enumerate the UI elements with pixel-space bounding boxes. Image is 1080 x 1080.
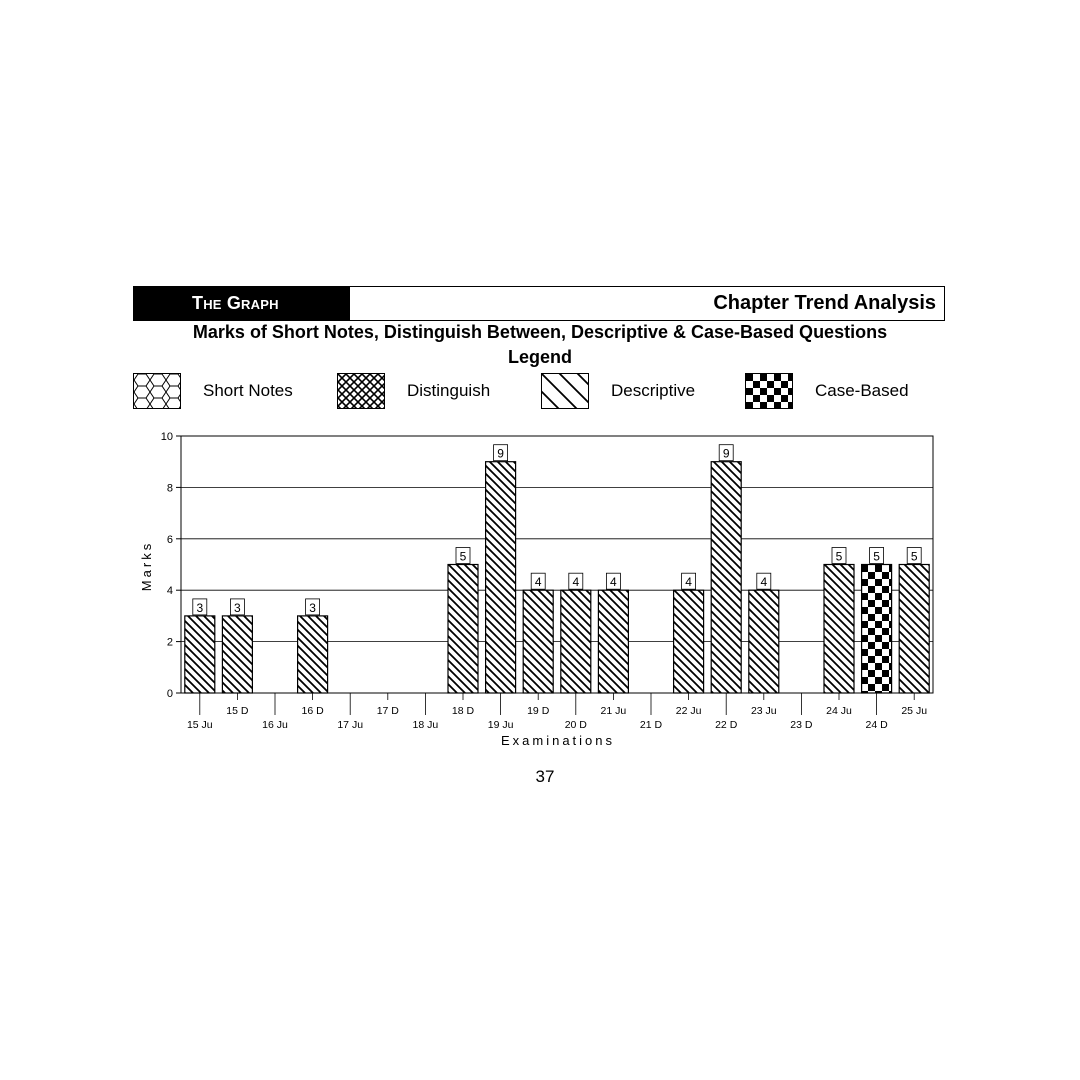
- data-label-value-14: 9: [722, 446, 730, 461]
- chapter-title: Chapter Trend Analysis: [713, 292, 936, 314]
- y-axis-title: Marks: [139, 540, 154, 592]
- data-label-value-15: 4: [760, 575, 768, 590]
- data-label-value-18: 5: [873, 549, 880, 564]
- bar-16-d-descriptive: [298, 616, 328, 693]
- x-tick-label-19: 25 Ju: [901, 705, 928, 717]
- data-label-value-0: 3: [196, 600, 204, 615]
- x-tick-label-5: 17 D: [376, 705, 399, 717]
- bar-chart: [133, 425, 943, 755]
- short-notes-swatch: [133, 373, 181, 409]
- data-label-value-8: 9: [497, 446, 504, 461]
- plot-frame: [181, 436, 933, 693]
- bar-23-ju-descriptive: [749, 590, 779, 693]
- x-tick-label-11: 21 Ju: [600, 705, 627, 717]
- data-label-value-7: 5: [459, 549, 467, 564]
- x-tick-label-0: 15 Ju: [186, 719, 213, 731]
- y-tick-label-8: 8: [166, 482, 173, 495]
- x-tick-label-6: 18 Ju: [412, 719, 439, 731]
- data-label-15: [757, 573, 771, 589]
- grid-lines: [181, 436, 933, 693]
- bar-20-d-descriptive: [561, 590, 591, 693]
- bar-19-d-descriptive: [523, 590, 553, 693]
- data-label-value-19: 5: [910, 549, 918, 564]
- bar-22-ju-descriptive: [674, 590, 704, 693]
- bar-22-d-descriptive: [711, 462, 741, 693]
- x-tick-label-18: 24 D: [865, 719, 888, 731]
- case-based-swatch: [745, 373, 793, 409]
- x-tick-label-15: 23 Ju: [750, 705, 777, 717]
- descriptive-swatch: [541, 373, 589, 409]
- legend-item-case-based: [745, 372, 909, 410]
- legend-label-short-notes: Short Notes: [203, 381, 293, 400]
- legend-item-distinguish: [337, 372, 490, 410]
- y-tick-label-4: 4: [166, 585, 173, 598]
- y-tick-label-6: 6: [166, 533, 173, 546]
- legend-item-descriptive: [541, 372, 695, 410]
- data-label-value-11: 4: [610, 575, 617, 590]
- legend-label-distinguish: Distinguish: [407, 381, 491, 400]
- data-label-10: [569, 573, 583, 589]
- data-label-value-1: 3: [234, 600, 241, 615]
- section-label: The Graph: [134, 287, 350, 320]
- data-label-1: [230, 599, 244, 615]
- data-label-0: [193, 599, 207, 615]
- legend-label-case-based: Case-Based: [815, 381, 909, 400]
- bar-15-d-descriptive: [222, 616, 252, 693]
- x-tick-label-9: 19 D: [527, 705, 550, 717]
- y-tick-label-2: 2: [166, 636, 173, 649]
- x-tick-label-17: 24 Ju: [826, 705, 852, 717]
- chart-subtitle: Marks of Short Notes, Distinguish Between, Descriptive & Case-Based Questions: [192, 322, 888, 342]
- data-label-3: [306, 599, 320, 615]
- x-tick-label-1: 15 D: [226, 705, 249, 717]
- data-label-19: [907, 548, 921, 564]
- chapter-header: [133, 286, 945, 321]
- data-label-13: [682, 573, 696, 589]
- x-tick-label-14: 22 D: [715, 719, 738, 731]
- bar-19-ju-descriptive: [486, 462, 516, 693]
- legend-title: Legend: [507, 347, 572, 367]
- data-label-11: [606, 573, 620, 589]
- data-label-7: [456, 548, 470, 564]
- x-tick-label-7: 18 D: [451, 705, 475, 717]
- data-label-value-13: 4: [685, 575, 692, 590]
- bar-21-ju-descriptive: [598, 590, 628, 693]
- bar-15-ju-descriptive: [185, 616, 215, 693]
- bar-24-ju-descriptive: [824, 565, 854, 694]
- bar-24-d-case-based: [862, 565, 892, 694]
- y-tick-label-10: 10: [160, 431, 173, 443]
- legend-item-short-notes: [133, 372, 293, 410]
- legend: [133, 372, 933, 410]
- data-label-value-3: 3: [309, 600, 316, 615]
- data-label-value-17: 5: [835, 549, 843, 564]
- data-label-value-9: 4: [534, 575, 542, 590]
- bar-18-d-descriptive: [448, 565, 478, 694]
- x-axis-title: Examinations: [500, 733, 616, 748]
- x-tick-label-13: 22 Ju: [675, 705, 702, 717]
- y-tick-label-0: 0: [166, 688, 173, 700]
- data-label-value-10: 4: [572, 575, 580, 590]
- bars: [185, 445, 929, 693]
- data-label-18: [870, 548, 884, 564]
- page-number: 37: [535, 767, 555, 786]
- data-label-8: [494, 445, 508, 461]
- x-tick-label-16: 23 D: [790, 719, 813, 731]
- legend-label-descriptive: Descriptive: [611, 381, 696, 400]
- data-label-9: [531, 573, 545, 589]
- x-tick-label-8: 19 Ju: [487, 719, 514, 731]
- x-tick-label-2: 16 Ju: [262, 719, 288, 731]
- x-tick-label-4: 17 Ju: [337, 719, 364, 731]
- distinguish-swatch: [337, 373, 385, 409]
- x-tick-label-10: 20 D: [564, 719, 587, 731]
- bar-25-ju-descriptive: [899, 565, 929, 694]
- data-label-14: [719, 445, 733, 461]
- data-label-17: [832, 548, 846, 564]
- x-tick-label-3: 16 D: [301, 705, 324, 717]
- x-tick-label-12: 21 D: [639, 719, 663, 731]
